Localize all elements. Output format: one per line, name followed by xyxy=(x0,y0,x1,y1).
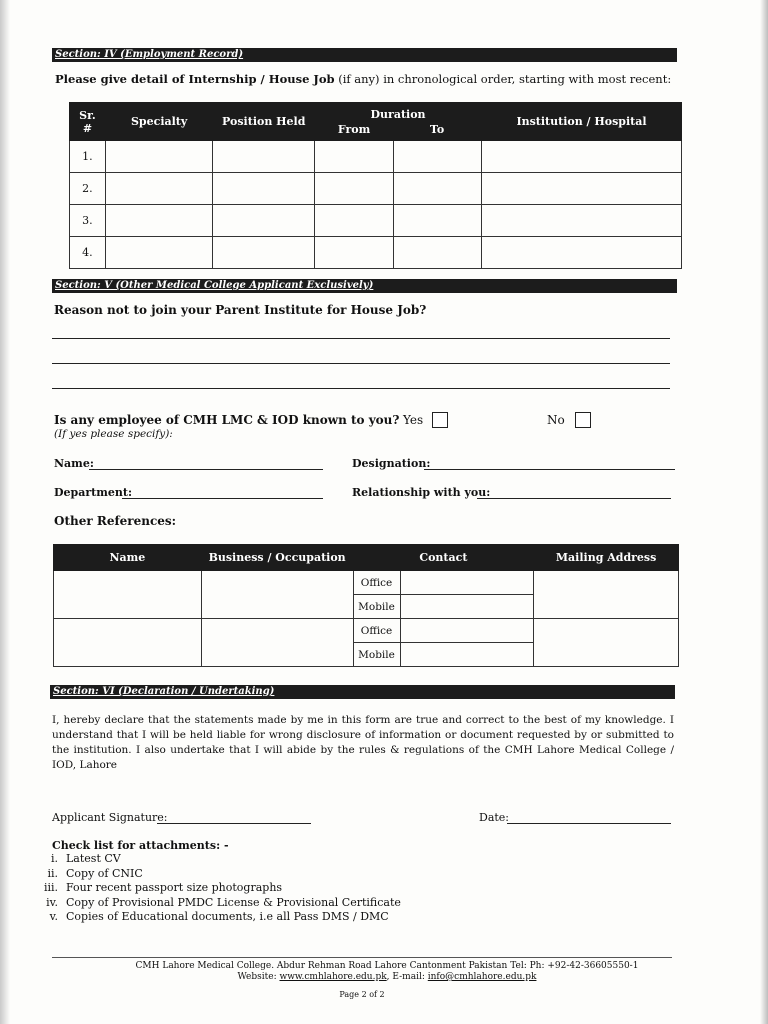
ref-mailing-cell[interactable] xyxy=(534,571,679,619)
ref-name-header: Name xyxy=(54,545,202,571)
institution-cell[interactable] xyxy=(482,205,682,237)
institution-cell[interactable] xyxy=(482,173,682,205)
list-item: iii. Four recent passport size photographs xyxy=(43,881,283,894)
designation-field[interactable] xyxy=(424,469,675,470)
duration-label: Duration xyxy=(370,107,426,121)
page-number: Page 2 of 2 xyxy=(339,990,385,999)
no-label: No xyxy=(547,413,565,427)
table-row xyxy=(70,141,682,173)
table-row xyxy=(70,205,682,237)
designation-label: Designation: xyxy=(352,457,431,470)
internship-instructions-bold: Please give detail of Internship / House Job xyxy=(55,72,335,86)
internship-header-row xyxy=(70,103,682,141)
employee-hint: (If yes please specify): xyxy=(54,428,173,440)
reason-question: Reason not to join your Parent Institute for House Job? xyxy=(54,303,427,317)
internship-instructions-rest: (if any) in chronological order, starting with most recent: xyxy=(334,72,672,86)
date-field[interactable] xyxy=(507,823,671,824)
ref-name-cell[interactable] xyxy=(54,571,202,619)
website-label: Website: xyxy=(237,972,277,982)
mobile-contact-cell[interactable] xyxy=(400,643,534,667)
from-cell[interactable] xyxy=(315,141,393,173)
scan-right-edge xyxy=(760,0,768,1024)
section-iv-title: Section: IV (Employment Record) xyxy=(55,49,244,60)
row-number: 1. xyxy=(70,141,106,173)
row-number: 4. xyxy=(70,237,106,269)
mobile-contact-cell[interactable] xyxy=(400,595,534,619)
to-cell[interactable] xyxy=(393,237,482,269)
position-cell[interactable] xyxy=(213,237,315,269)
sr-header: Sr. # xyxy=(70,103,106,141)
specialty-cell[interactable] xyxy=(105,173,213,205)
references-header-row xyxy=(54,545,679,571)
reason-line-3[interactable] xyxy=(52,388,670,389)
specialty-cell[interactable] xyxy=(105,141,213,173)
checklist-title: Check list for attachments: - xyxy=(52,839,229,852)
footer-address: CMH Lahore Medical College. Abdur Rehman Road Lahore Cantonment Pakistan Tel: Ph: +92-42-36605550-1 xyxy=(135,961,639,971)
internship-table xyxy=(69,102,682,269)
ref-business-cell[interactable] xyxy=(201,619,353,667)
table-row xyxy=(70,173,682,205)
position-header: Position Held xyxy=(213,103,315,141)
list-item: iv. Copy of Provisional PMDC License & Provisional Certificate xyxy=(46,895,401,909)
position-cell[interactable] xyxy=(213,205,315,237)
section-iv-header xyxy=(52,48,677,62)
section-vi-title: Section: VI (Declaration / Undertaking) xyxy=(53,686,275,697)
row-number: 3. xyxy=(70,205,106,237)
row-number: 2. xyxy=(70,173,106,205)
list-item: ii. Copy of CNIC xyxy=(47,866,143,880)
relationship-label: Relationship with you: xyxy=(352,486,491,499)
reason-line-2[interactable] xyxy=(52,363,670,364)
institution-header: Institution / Hospital xyxy=(482,103,682,141)
website-link[interactable]: www.cmhlahore.edu.pk xyxy=(279,972,387,982)
other-references-title: Other References: xyxy=(54,514,177,528)
office-contact-cell[interactable] xyxy=(400,619,534,643)
signature-field[interactable] xyxy=(157,823,311,824)
from-cell[interactable] xyxy=(315,237,393,269)
from-header: From xyxy=(337,122,371,136)
from-cell[interactable] xyxy=(315,173,393,205)
signature-label: Applicant Signature: xyxy=(52,811,168,824)
name-label: Name: xyxy=(54,457,94,470)
scan-left-edge xyxy=(0,0,10,1024)
list-item: v. Copies of Educational documents, i.e all Pass DMS / DMC xyxy=(49,910,389,923)
footer-divider xyxy=(52,957,672,958)
ref-business-header: Business / Occupation xyxy=(201,545,353,571)
section-v-title: Section: V (Other Medical College Applicant Exclusively) xyxy=(55,280,374,291)
duration-header xyxy=(315,103,482,141)
footer-contact: Website: www.cmhlahore.edu.pk, E-mail: info@cmhlahore.edu.pk xyxy=(237,972,537,982)
mobile-label: Mobile xyxy=(353,595,400,619)
section-v-header xyxy=(52,279,677,293)
declaration-text: I, hereby declare that the statements made by me in this form are true and correct to the best of my knowledge. I understand that I will be held liable for wrong disclosure of information or document requested by or submitted to the institution. I also undertake that I will abide by the rules & regulations of the CMH Lahore Medical College / IOD, Lahore xyxy=(52,714,674,771)
no-checkbox[interactable] xyxy=(575,412,591,428)
table-row xyxy=(54,571,679,595)
to-cell[interactable] xyxy=(393,141,482,173)
office-label: Office xyxy=(353,619,400,643)
position-cell[interactable] xyxy=(213,141,315,173)
office-label: Office xyxy=(353,571,400,595)
ref-business-cell[interactable] xyxy=(201,571,353,619)
ref-contact-header: Contact xyxy=(353,545,534,571)
mobile-label: Mobile xyxy=(353,643,400,667)
yes-label: Yes xyxy=(403,413,424,427)
specialty-header: Specialty xyxy=(105,103,213,141)
table-row xyxy=(70,237,682,269)
reason-line-1[interactable] xyxy=(52,338,670,339)
checklist xyxy=(38,852,401,925)
name-field[interactable] xyxy=(89,469,323,470)
ref-mailing-cell[interactable] xyxy=(534,619,679,667)
references-table xyxy=(53,544,679,667)
employee-question: Is any employee of CMH LMC & IOD known to you? xyxy=(54,413,400,427)
date-label: Date: xyxy=(479,811,510,824)
position-cell[interactable] xyxy=(213,173,315,205)
email-label: E-mail: xyxy=(392,972,425,982)
from-cell[interactable] xyxy=(315,205,393,237)
institution-cell[interactable] xyxy=(482,141,682,173)
yes-checkbox[interactable] xyxy=(432,412,448,428)
department-label: Department: xyxy=(54,486,133,499)
table-row xyxy=(54,619,679,643)
to-header: To xyxy=(429,122,445,136)
list-item: i. Latest CV xyxy=(50,852,121,865)
section-vi-header xyxy=(50,685,675,699)
ref-name-cell[interactable] xyxy=(54,619,202,667)
specialty-cell[interactable] xyxy=(105,205,213,237)
to-cell[interactable] xyxy=(393,205,482,237)
ref-mailing-header: Mailing Address xyxy=(534,545,679,571)
internship-instructions xyxy=(55,72,671,86)
relationship-field[interactable] xyxy=(477,498,671,499)
email-link[interactable]: info@cmhlahore.edu.pk xyxy=(427,972,537,982)
institution-cell[interactable] xyxy=(482,237,682,269)
specialty-cell[interactable] xyxy=(105,237,213,269)
department-field[interactable] xyxy=(122,498,323,499)
to-cell[interactable] xyxy=(393,173,482,205)
office-contact-cell[interactable] xyxy=(400,571,534,595)
